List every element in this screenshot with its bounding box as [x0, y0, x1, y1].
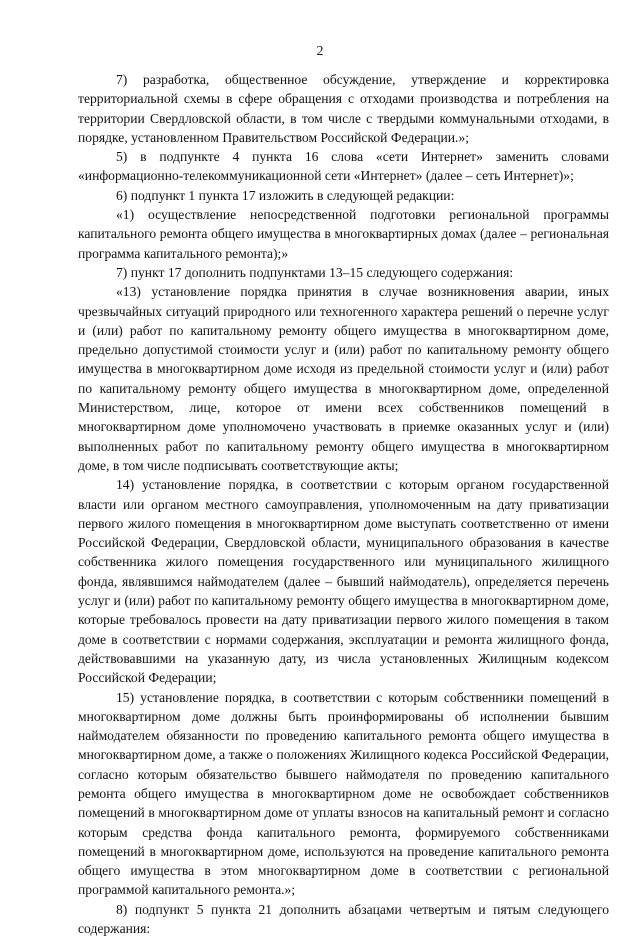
- paragraph-subitem-13: «13) установление порядка принятия в случае возникновения аварии, иных чрезвычайных ситуаций природного или техногенного характера решений о перечне услуг и (или) работ по капитальному ремонту общего имущества в многоквартирном доме, предельно допустимой стоимости услуг и (или) работ по капитальному ремонту общего имущества в многоквартирном доме исходя из предельной стоимости услуг и (или) работ по капитальному ремонту общего имущества в многоквартирном доме, определенной Министерством, лице, которое от имени всех собственников помещений в многоквартирном доме уполномочено участвовать в приемке оказанных услуг и (или) выполненных работ по капитальному ремонту общего имущества в многоквартирном доме, в том числе подписывать соответствующие акты;: [78, 284, 609, 473]
- document-body: [78, 70, 609, 938]
- paragraph-amendment-6: 6) подпункт 1 пункта 17 изложить в следующей редакции:: [116, 187, 455, 203]
- paragraph-subitem-15: 15) установление порядка, в соответствии с которым собственники помещений в многоквартирном доме должны быть проинформированы об исполнении бывшим наймодателем обязанности по проведению капитального ремонта общего имущества в многоквартирном доме, а также о положениях Жилищного кодекса Российской Федерации, согласно которым обязательство бывшего наймодателя по проведению капитального ремонта общего имущества в многоквартирном доме не освобождает собственников помещений в многоквартирном доме от уплаты взносов на капитальный ремонт и согласно которым средства фонда капитального ремонта, формируемого собственниками помещений в многоквартирном доме, используются на проведение капитального ремонта общего имущества в этом многоквартирном доме в соответствии с региональной программой капитального ремонта.»;: [78, 689, 609, 898]
- paragraph-subitem-14: 14) установление порядка, в соответствии с которым органом государственной власти или органом местного самоуправления, уполномоченным на дату приватизации первого жилого помещения в многоквартирном доме выступать соответственно от имени Российской Федерации, Свердловской области, муниципального образования в качестве собственника жилого помещения государственного или муниципального жилищного фонда, являвшимся наймодателем (далее – бывший наймодатель), определяется перечень услуг и (или) работ по капитальному ремонту общего имущества в многоквартирном доме, которые требовалось провести на дату приватизации первого жилого помещения в таком доме в соответствии с нормами содержания, эксплуатации и ремонта жилищного фонда, действовавшими на указанную дату, из числа установленных Жилищным кодексом Российской Федерации;: [78, 477, 609, 686]
- paragraph-item-7-waste-scheme: 7) разработка, общественное обсуждение, утверждение и корректировка территориальной схемы в сфере обращения с отходами производства и потребления на территории Свердловской области, в том числе с твердыми коммунальными отходами, в порядке, установленном Правительством Российской Федерации.»;: [78, 72, 609, 145]
- paragraph-amendment-8: 8) подпункт 5 пункта 21 дополнить абзацами четвертым и пятым следующего содержания:: [78, 901, 609, 937]
- paragraph-amendment-7: 7) пункт 17 дополнить подпунктами 13–15 следующего содержания:: [116, 264, 514, 280]
- paragraph-subitem-1-quote: «1) осуществление непосредственной подготовки региональной программы капитального ремонта общего имущества в многоквартирных домах (далее – региональная программа капитального ремонта);»: [78, 207, 609, 261]
- paragraph-amendment-5: 5) в подпункте 4 пункта 16 слова «сети Интернет» заменить словами «информационно-телекоммуникационной сети «Интернет» (далее – сеть Интернет)»;: [78, 149, 609, 184]
- page-number: 2: [316, 44, 324, 59]
